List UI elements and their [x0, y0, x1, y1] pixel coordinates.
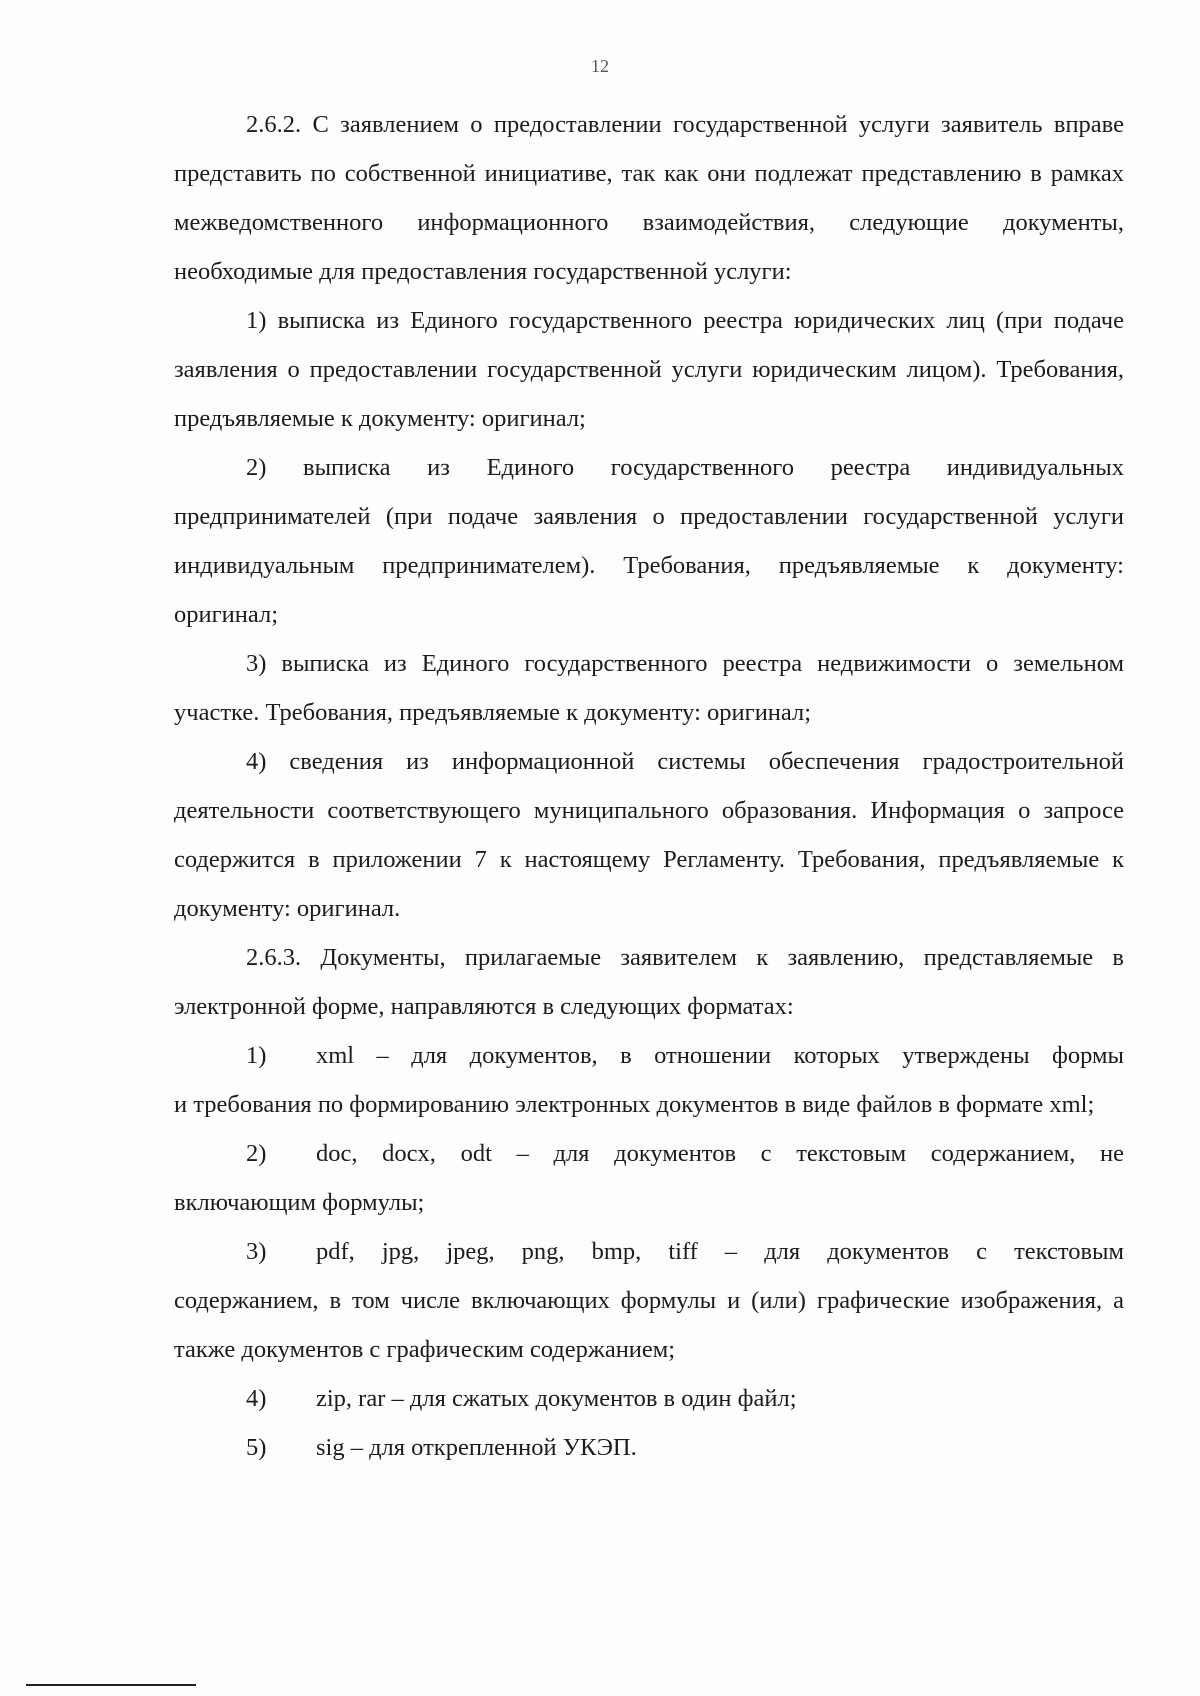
- format-item-first-line: pdf, jpg, jpeg, png, bmp, tiff – для документов с текстовым: [316, 1238, 1124, 1265]
- page-number: 12: [591, 56, 609, 76]
- footnote-separator: [26, 1684, 196, 1686]
- format-item: [174, 1423, 1124, 1472]
- paragraph-2-6-3: 2.6.3. Документы, прилагаемые заявителем к заявлению, представляемые в электронной форме, направляются в следующих форматах:: [174, 944, 1124, 1020]
- format-item-number: 3): [246, 1238, 267, 1265]
- format-item-first-line: zip, rar – для сжатых документов в один файл;: [316, 1385, 797, 1412]
- format-item-number: 5): [246, 1434, 267, 1461]
- format-item: [174, 1129, 1124, 1227]
- format-item-number: 2): [246, 1140, 267, 1167]
- paragraph-item-4: 4) сведения из информационной системы обеспечения градостроительной деятельности соответствующего муниципального образования. Информация о запросе содержится в приложении 7 к настоящему Регламенту. Требования, предъявляемые к документу: оригинал.: [174, 748, 1124, 922]
- paragraph-item-1: 1) выписка из Единого государственного реестра юридических лиц (при подаче заявления о предоставлении государственной услуги юридическим лицом). Требования, предъявляемые к документу: оригинал;: [174, 307, 1124, 432]
- format-item-first-line: doc, docx, odt – для документов с текстовым содержанием, не: [316, 1140, 1124, 1167]
- paragraph-2-6-2: 2.6.2. С заявлением о предоставлении государственной услуги заявитель вправе представить по собственной инициативе, так как они подлежат представлению в рамках межведомственного информационного взаимодействия, следующие документы, необходимые для предоставления государственной услуги:: [174, 111, 1124, 285]
- paragraph-item-3: 3) выписка из Единого государственного реестра недвижимости о земельном участке. Требования, предъявляемые к документу: оригинал;: [174, 650, 1124, 726]
- format-item-continuation: и требования по формированию электронных документов в виде файлов в формате xml;: [174, 1091, 1095, 1118]
- format-item-number: 1): [246, 1042, 267, 1069]
- format-item-continuation: включающим формулы;: [174, 1189, 425, 1216]
- format-item: [174, 1031, 1124, 1129]
- format-item-number: 4): [246, 1385, 267, 1412]
- format-item: [174, 1227, 1124, 1374]
- format-item-first-line: sig – для открепленной УКЭП.: [316, 1434, 637, 1461]
- format-item: [174, 1374, 1124, 1423]
- format-item-continuation: содержанием, в том числе включающих формулы и (или) графические изображения, а также документов с графическим содержанием;: [174, 1287, 1124, 1363]
- paragraph-item-2: 2) выписка из Единого государственного реестра индивидуальных предпринимателей (при подаче заявления о предоставлении государственной услуги индивидуальным предпринимателем). Требования, предъявляемые к документу: оригинал;: [174, 454, 1124, 628]
- format-item-first-line: xml – для документов, в отношении которых утверждены формы: [316, 1042, 1124, 1069]
- document-body: [174, 100, 1124, 1472]
